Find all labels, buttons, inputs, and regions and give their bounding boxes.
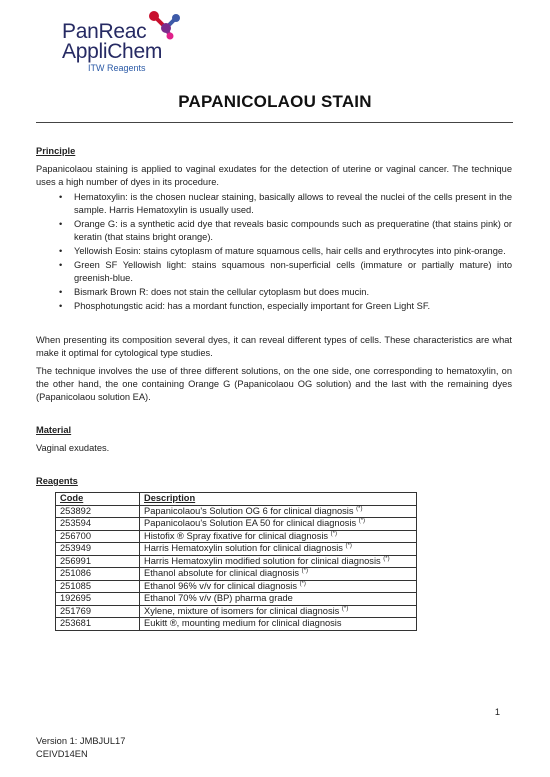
- reagent-code-cell: 251769: [56, 605, 140, 618]
- table-row: [56, 505, 417, 518]
- reagent-code-cell: 251086: [56, 568, 140, 581]
- reagent-code-cell: 256700: [56, 530, 140, 543]
- table-header-row: [56, 493, 417, 506]
- dye-list: [36, 191, 512, 313]
- principle-intro: Papanicolaou staining is applied to vaginal exudates for the detection of uterine or vaginal cancer. The technique uses a high number of dyes in its procedure.: [36, 164, 512, 187]
- bullet-icon: •: [59, 301, 63, 311]
- list-item: • Green SF Yellowish light: stains squamous non-superficial cells (immature or partially mature) into greenish-blue.: [59, 260, 512, 283]
- table-row: [56, 605, 417, 618]
- reagent-description-cell: [140, 518, 417, 531]
- reagent-description-cell: [140, 555, 417, 568]
- list-item: • Orange G: is a synthetic acid dye that reveals basic compounds such as prequeratine (that stains pink) or keratin (that stains bright orange).: [59, 219, 512, 242]
- principle-heading: Principle: [36, 146, 76, 156]
- page-number: 1: [494, 707, 500, 717]
- reagent-description-text: Harris Hematoxylin solution for clinical diagnosis: [144, 543, 343, 553]
- diagnostic-mark: (*): [301, 567, 308, 574]
- molecule-logo-icon: [146, 8, 182, 40]
- table-row: [56, 568, 417, 581]
- version-label: Version 1: JMBJUL17: [36, 736, 126, 746]
- table-row: [56, 618, 417, 631]
- diagnostic-mark: (*): [345, 542, 352, 549]
- reagent-code-cell: 253949: [56, 543, 140, 556]
- reagent-code-cell: 253681: [56, 618, 140, 631]
- reagent-description-cell: [140, 593, 417, 606]
- table-row: [56, 518, 417, 531]
- reagent-code-cell: 192695: [56, 593, 140, 606]
- list-item: • Phosphotungstic acid: has a mordant function, especially important for Green Light SF.: [59, 301, 431, 311]
- list-item: • Hematoxylin: is the chosen nuclear staining, basically allows to reveal the nuclei of the cells present in the sample. Harris Hematoxylin is usually used.: [59, 192, 512, 215]
- table-row: [56, 555, 417, 568]
- bullet-icon: •: [59, 219, 63, 229]
- document-body: [36, 145, 512, 631]
- reagent-description-cell: [140, 580, 417, 593]
- company-logo: [62, 10, 182, 75]
- reagent-description-text: Eukitt ®, mounting medium for clinical diagnosis: [144, 618, 342, 628]
- reagent-description-text: Papanicolaou's Solution EA 50 for clinical diagnosis: [144, 518, 357, 528]
- diagnostic-mark: (*): [358, 517, 366, 524]
- reagent-description-text: Xylene, mixture of isomers for clinical diagnosis: [144, 605, 340, 616]
- logo-tagline: ITW Reagents: [88, 63, 146, 73]
- table-row: [56, 593, 417, 606]
- material-text: Vaginal exudates.: [36, 443, 110, 453]
- list-item: • Yellowish Eosin: stains cytoplasm of mature squamous cells, hair cells and erythrocytes into pink-orange.: [59, 246, 506, 256]
- reagent-code-cell: 251085: [56, 580, 140, 593]
- reagent-description-cell: [140, 568, 417, 581]
- reagents-table: [55, 492, 417, 631]
- reagent-description-text: Histofix ® Spray fixative for clinical diagnosis: [144, 530, 329, 541]
- bullet-icon: •: [59, 287, 63, 297]
- reagent-description-cell: [140, 618, 417, 631]
- diagnostic-mark: (*): [356, 505, 363, 512]
- table-row: [56, 580, 417, 593]
- reagent-description-cell: [140, 605, 417, 618]
- logo-wordmark-line1: PanReac: [62, 20, 147, 43]
- reagent-description-cell: [140, 505, 417, 518]
- list-item: • Bismark Brown R: does not stain the cellular cytoplasm but does mucin.: [59, 287, 370, 297]
- column-header-description: Description: [140, 493, 417, 506]
- reagent-description-text: Papanicolaou's Solution OG 6 for clinical diagnosis: [144, 505, 354, 516]
- document-title: PAPANICOLAOU STAIN: [178, 92, 372, 111]
- diagnostic-mark: (*): [299, 580, 306, 587]
- diagnostic-mark: (*): [383, 555, 390, 562]
- reagent-description-text: Ethanol absolute for clinical diagnosis: [144, 568, 300, 578]
- diagnostic-mark: (*): [341, 605, 349, 612]
- page-footer: [36, 735, 125, 760]
- bullet-icon: •: [59, 260, 63, 270]
- column-header-code: Code: [56, 493, 140, 506]
- diagnostic-mark: (*): [330, 530, 338, 537]
- reagent-description-cell: [140, 543, 417, 556]
- title-divider: [36, 122, 513, 123]
- reagent-code-cell: 253594: [56, 518, 140, 531]
- document-code: CEIVD14EN: [36, 748, 88, 759]
- reagent-description-text: Ethanol 96% v/v for clinical diagnosis: [144, 580, 297, 591]
- logo-wordmark-line2: AppliChem: [62, 40, 163, 63]
- bullet-icon: •: [59, 192, 63, 202]
- table-row: [56, 530, 417, 543]
- table-row: [56, 543, 417, 556]
- composition-paragraph: When presenting its composition several dyes, it can reveal different types of cells. These characteristics are what make it optimal for cytological type studies.: [36, 335, 512, 358]
- reagent-description-cell: [140, 530, 417, 543]
- reagent-code-cell: 256991: [56, 555, 140, 568]
- reagent-code-cell: 253892: [56, 505, 140, 518]
- bullet-icon: •: [59, 246, 63, 256]
- material-heading: Material: [36, 425, 72, 435]
- reagents-heading: Reagents: [36, 476, 78, 486]
- reagent-description-text: Harris Hematoxylin modified solution for clinical diagnosis: [144, 555, 381, 566]
- reagent-description-text: Ethanol 70% v/v (BP) pharma grade: [144, 593, 293, 603]
- technique-paragraph: The technique involves the use of three different solutions, on the one side, one corresponding to hematoxylin, on the other hand, the one containing Orange G (Papanicolaou OG solution) and the last with the remaining dyes (Papanicolaou solution EA).: [36, 366, 512, 402]
